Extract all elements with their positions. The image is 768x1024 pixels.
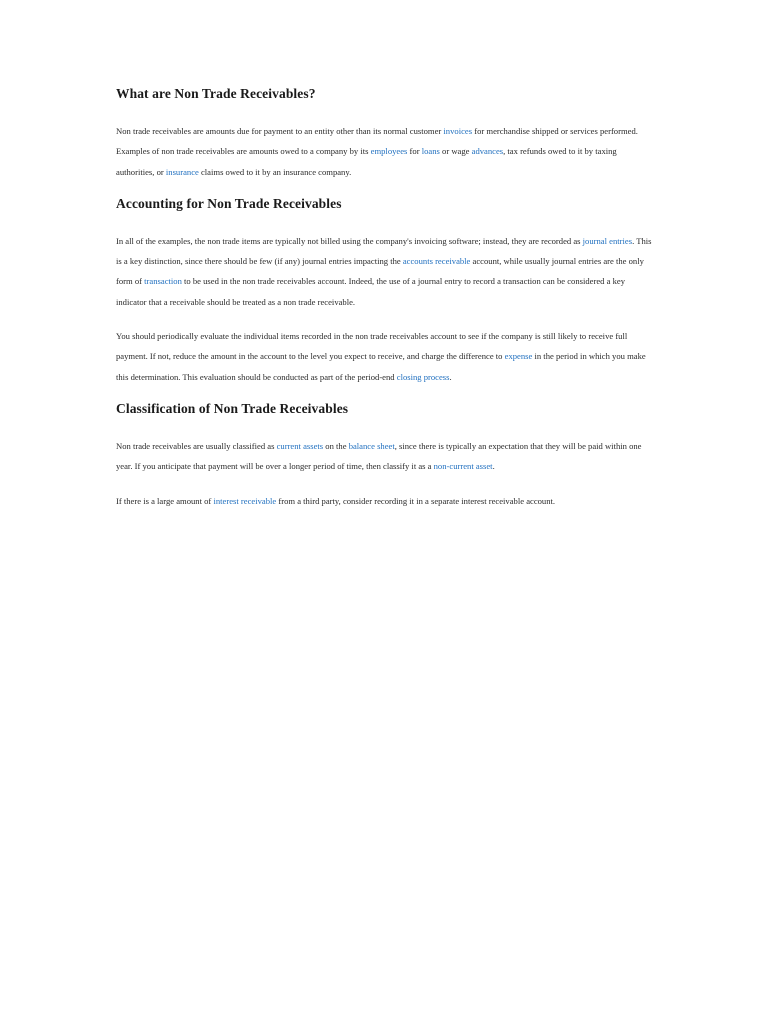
text-run: If there is a large amount of bbox=[116, 495, 214, 506]
text-run: In all of the examples, the non trade items are typically not billed using the company's invoicing software; instead, they are recorded as bbox=[116, 235, 583, 246]
text-run: . bbox=[492, 461, 495, 472]
paragraph-journal-entries bbox=[116, 231, 652, 312]
text-run: claims owed to it by an insurance company. bbox=[198, 166, 352, 177]
text-run: Non trade receivables are usually classified as bbox=[116, 440, 277, 451]
heading-classification: Classification of Non Trade Receivables bbox=[116, 400, 349, 416]
link-current-assets[interactable]: current assets bbox=[276, 440, 324, 451]
link-transaction[interactable]: transaction bbox=[144, 276, 182, 287]
link-loans[interactable]: loans bbox=[421, 146, 440, 157]
paragraph-definition bbox=[116, 121, 652, 182]
link-closing-process[interactable]: closing process bbox=[396, 371, 450, 382]
link-non-current-asset[interactable]: non-current asset bbox=[433, 461, 493, 472]
text-run: for merchandise shipped or services performed. Examples of non trade receivables are amounts owed to a company by its bbox=[116, 126, 638, 157]
link-balance-sheet[interactable]: balance sheet bbox=[348, 440, 395, 451]
link-expense[interactable]: expense bbox=[504, 351, 533, 362]
link-interest-receivable[interactable]: interest receivable bbox=[213, 495, 277, 506]
link-invoices[interactable]: invoices bbox=[443, 126, 473, 136]
text-run: , since there is typically an expectation that they will be paid within one year. If you anticipate that payment will be over a longer period of time, then classify it as a bbox=[116, 440, 642, 472]
text-run: , tax refunds owed to it by taxing authorities, or bbox=[116, 146, 617, 177]
text-run: . bbox=[449, 371, 452, 382]
paragraph-interest bbox=[116, 491, 652, 511]
heading-accounting: Accounting for Non Trade Receivables bbox=[116, 195, 342, 211]
text-run: or wage bbox=[439, 146, 472, 157]
link-accounts-receivable[interactable]: accounts receivable bbox=[402, 256, 471, 267]
link-employees[interactable]: employees bbox=[370, 146, 408, 157]
link-advances[interactable]: advances bbox=[471, 146, 504, 157]
article-content bbox=[116, 86, 652, 525]
text-run: from a third party, consider recording it in a separate interest receivable account. bbox=[276, 495, 556, 506]
paragraph-evaluation bbox=[116, 326, 652, 387]
text-run: to be used in the non trade receivables account. Indeed, the use of a journal entry to record a transaction can be considered a key indicator that a receivable should be treated as a non trade receivable. bbox=[116, 276, 625, 307]
text-run: You should periodically evaluate the individual items recorded in the non trade receivables account to see if the company is still likely to receive full payment. If not, reduce the amount in the account to the level you expect to receive, and charge the difference to bbox=[116, 331, 628, 362]
text-run: . This is a key distinction, since there should be few (if any) journal entries impacting the bbox=[116, 235, 652, 267]
text-run: on the bbox=[323, 440, 349, 451]
paragraph-classification bbox=[116, 436, 652, 477]
text-run: in the period in which you make this determination. This evaluation should be conducted as part of the period-end bbox=[116, 351, 646, 382]
text-run: account, while usually journal entries are the only form of bbox=[116, 256, 644, 287]
text-run: for bbox=[407, 146, 422, 157]
heading-what-are: What are Non Trade Receivables? bbox=[116, 86, 316, 101]
link-insurance[interactable]: insurance bbox=[165, 166, 199, 177]
text-run: Non trade receivables are amounts due for payment to an entity other than its normal customer bbox=[116, 126, 444, 136]
link-journal-entries[interactable]: journal entries bbox=[582, 235, 633, 246]
